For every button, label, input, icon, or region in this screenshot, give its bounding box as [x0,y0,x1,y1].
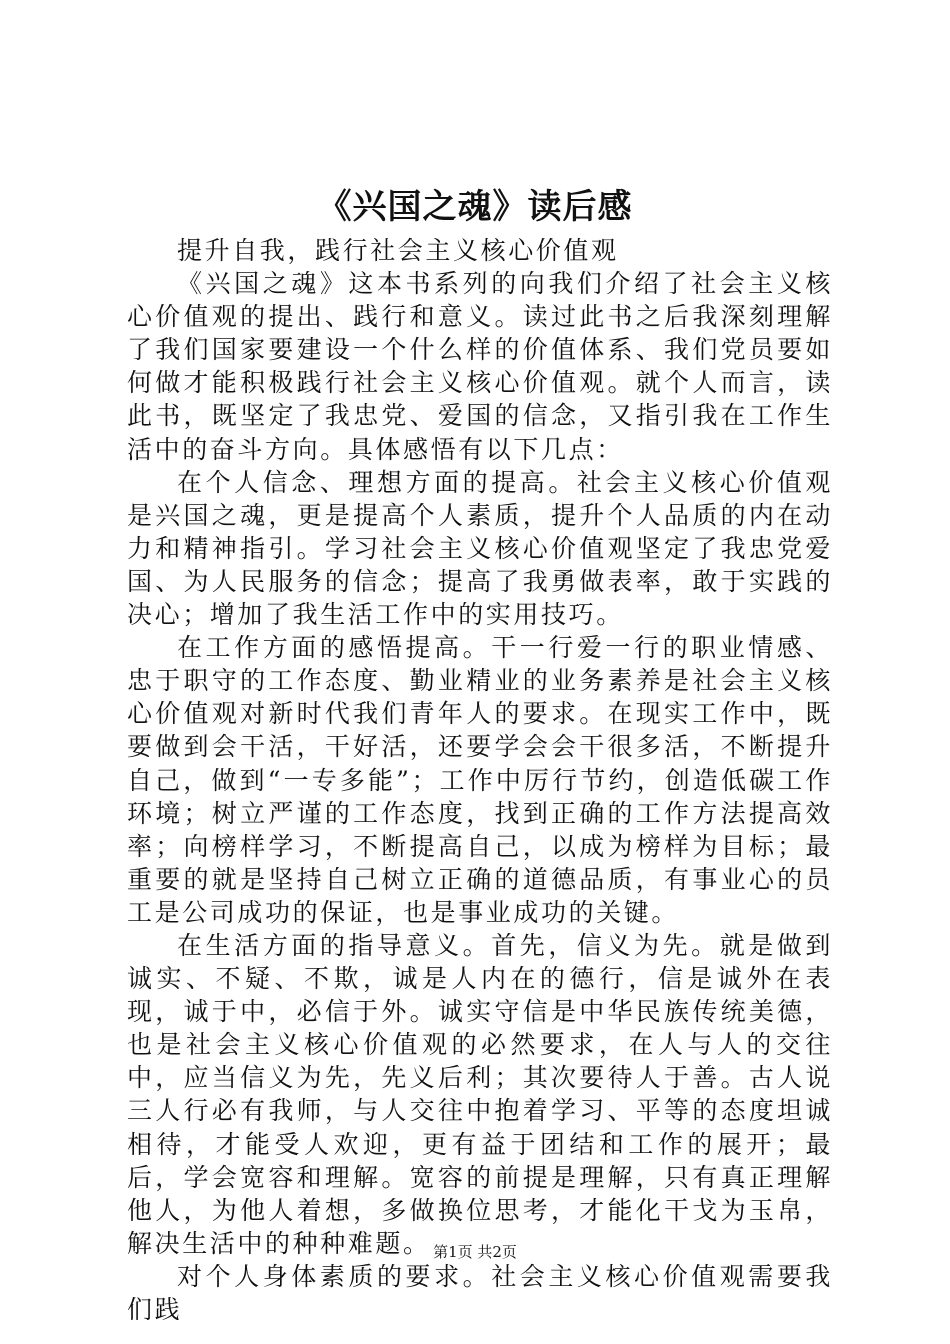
page-number-footer: 第1页 共2页 [433,1243,517,1261]
document-body [127,234,833,1326]
paragraph-intro: 《兴国之魂》这本书系列的向我们介绍了社会主义核心价值观的提出、践行和意义。读过此书之后我深刻理解了我们国家要建设一个什么样的价值体系、我们党员要如何做才能积极践行社会主义核心价值观。就个人而言，读此书，既坚定了我忠党、爱国的信念，又指引我在工作生活中的奋斗方向。具体感悟有以下几点： [127,269,833,464]
paragraph-work: 在工作方面的感悟提高。干一行爱一行的职业情感、忠于职守的工作态度、勤业精业的业务素养是社会主义核心价值观对新时代我们青年人的要求。在现实工作中，既要做到会干活，干好活，还要学会会干很多活，不断提升自己，做到“一专多能”；工作中厉行节约，创造低碳工作环境；树立严谨的工作态度，找到正确的工作方法提高效率；向榜样学习，不断提高自己，以成为榜样为目标；最重要的就是坚持自己树立正确的道德品质，有事业心的员工是公司成功的保证，也是事业成功的关键。 [127,633,833,927]
paragraph-life: 在生活方面的指导意义。首先，信义为先。就是做到诚实、不疑、不欺，诚是人内在的德行，信是诚外在表现，诚于中，必信于外。诚实守信是中华民族传统美德，也是社会主义核心价值观的必然要求，在人与人的交往中，应当信义为先，先义后利；其次要待人于善。古人说三人行必有我师，与人交往中抱着学习、平等的态度坦诚相待，才能受人欢迎，更有益于团结和工作的展开；最后，学会宽容和理解。宽容的前提是理解，只有真正理解他人，为他人着想，多做换位思考，才能化干戈为玉帛，解决生活中的种种难题。 [127,930,833,1258]
paragraph-subtitle: 提升自我，践行社会主义核心价值观 [177,236,619,265]
paragraph-belief: 在个人信念、理想方面的提高。社会主义核心价值观是兴国之魂，更是提高个人素质，提升个人品质的内在动力和精神指引。学习社会主义核心价值观坚定了我忠党爱国、为人民服务的信念；提高了我勇做表率，敢于实践的决心；增加了我生活工作中的实用技巧。 [127,467,833,630]
paragraph-health: 对个人身体素质的要求。社会主义核心价值观需要我们践 [127,1261,833,1324]
document-title: 《兴国之魂》读后感 [317,187,633,227]
